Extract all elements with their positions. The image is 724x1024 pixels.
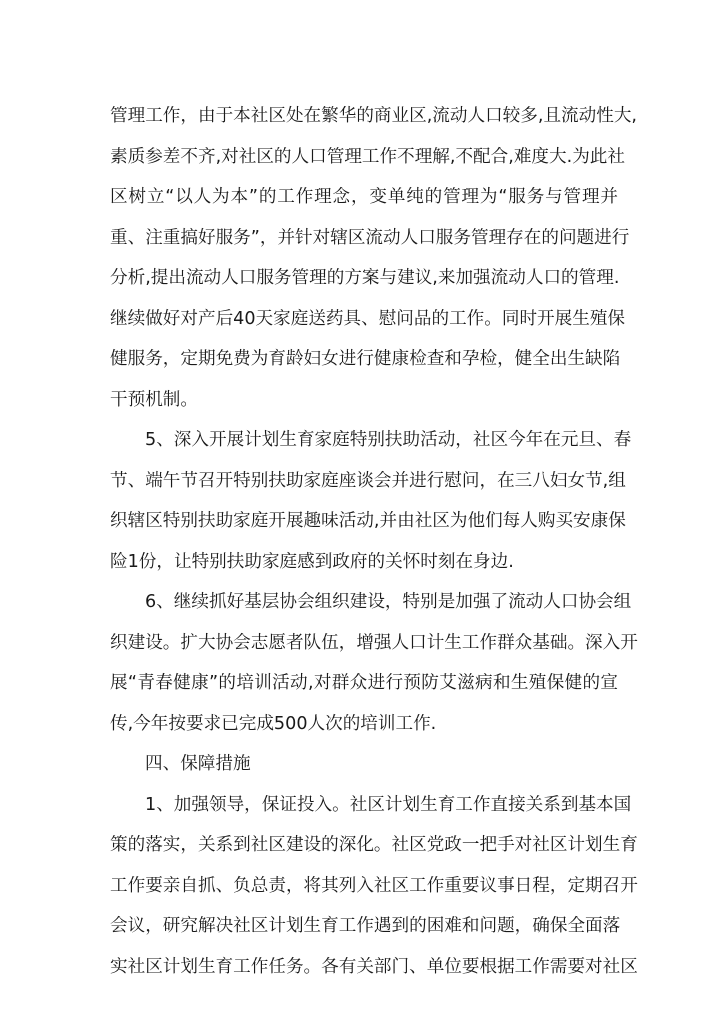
text-line: 节、端午节召开特别扶助家庭座谈会并进行慰问，在三八妇女节,组	[110, 470, 626, 491]
text-line: 管理工作，由于本社区处在繁华的商业区,流动人口较多,且流动性大,	[110, 106, 637, 126]
text-line: 6、继续抓好基层协会组织建设，特别是加强了流动人口协会组	[145, 592, 632, 612]
text-line: 展“青春健康”的培训活动,对群众进行预防艾滋病和生殖保健的宣	[110, 673, 618, 693]
text-line: 分析,提出流动人口服务管理的方案与建议,来加强流动人口的管理.	[110, 268, 620, 288]
text-line: 织建设。扩大协会志愿者队伍，增强人口计生工作群众基础。深入开	[110, 632, 638, 653]
text-line: 健服务，定期免费为育龄妇女进行健康检查和孕检，健全出生缺陷	[110, 349, 621, 369]
text-line: 素质参差不齐,对社区的人口管理工作不理解,不配合,难度大.为此社	[110, 146, 625, 167]
document-body	[110, 96, 638, 987]
text-line: 干预机制。	[110, 389, 198, 410]
text-line: 工作要亲自抓、负总责，将其列入社区工作重要议事日程，定期召开	[110, 875, 638, 896]
text-line: 会议，研究解决社区计划生育工作遇到的困难和问题，确保全面落	[110, 916, 621, 936]
text-line: 继续做好对产后40天家庭送药具、慰问品的工作。同时开展生殖保	[110, 308, 626, 329]
text-line: 险1份，让特别扶助家庭感到政府的关怀时刻在身边.	[110, 551, 514, 572]
text-line: 实社区计划生育工作任务。各有关部门、单位要根据工作需要对社区	[110, 956, 638, 977]
text-line: 传,今年按要求已完成500人次的培训工作.	[110, 713, 437, 734]
text-line: 重、注重搞好服务”，并针对辖区流动人口服务管理存在的问题进行	[110, 227, 630, 248]
text-line: 策的落实，关系到社区建设的深化。社区党政一把手对社区计划生育	[110, 835, 638, 855]
text-line: 织辖区特别扶助家庭开展趣味活动,并由社区为他们每人购买安康保	[110, 511, 626, 531]
section-heading: 四、保障措施	[145, 754, 251, 774]
text-line: 1、加强领导，保证投入。社区计划生育工作直接关系到基本国	[145, 794, 632, 815]
text-line: 区树立“以人为本”的工作理念，变单纯的管理为“服务与管理并	[110, 187, 618, 207]
text-line: 5、深入开展计划生育家庭特别扶助活动，社区今年在元旦、春	[145, 430, 632, 450]
